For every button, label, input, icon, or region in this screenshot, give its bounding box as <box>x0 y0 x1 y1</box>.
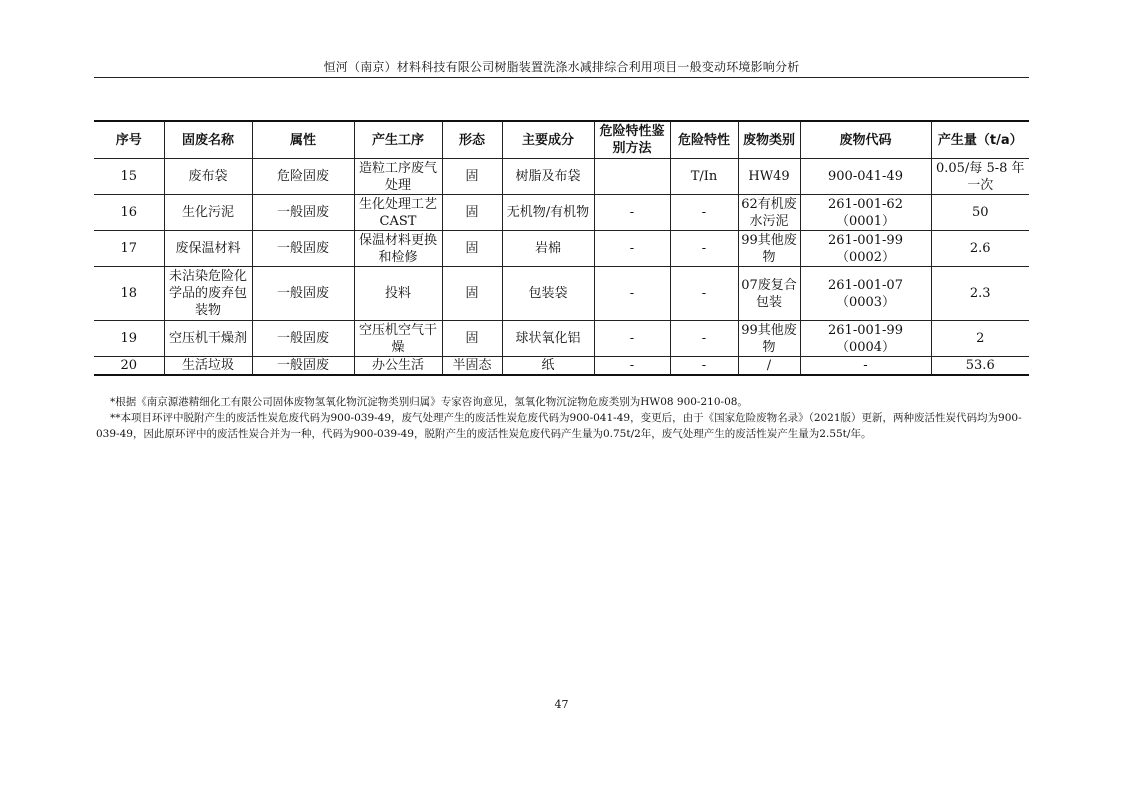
cell-category: 99其他废物 <box>738 321 800 357</box>
table-row <box>94 357 1029 376</box>
cell-amount: 0.05/每 5-8 年一次 <box>931 159 1029 195</box>
table-row <box>94 159 1029 195</box>
cell-category: / <box>738 357 800 376</box>
cell-amount: 2 <box>931 321 1029 357</box>
table-row <box>94 267 1029 321</box>
cell-hazard: T/In <box>670 159 738 195</box>
column-header-no: 序号 <box>94 121 164 159</box>
cell-name: 废布袋 <box>164 159 252 195</box>
cell-component: 包装袋 <box>502 267 594 321</box>
cell-component: 球状氧化铝 <box>502 321 594 357</box>
cell-component: 无机物/有机物 <box>502 195 594 231</box>
cell-attribute: 一般固废 <box>252 357 354 376</box>
cell-form: 固 <box>442 267 502 321</box>
cell-category: 62有机废水污泥 <box>738 195 800 231</box>
column-header-method: 危险特性鉴别方法 <box>594 121 670 159</box>
cell-attribute: 一般固废 <box>252 321 354 357</box>
cell-component: 纸 <box>502 357 594 376</box>
footnote-2: **本项目环评中脱附产生的废活性炭危废代码为900-039-49，废气处理产生的废活性炭危废代码为900-041-49，变更后，由于《国家危险废物名录》（2021版）更新，两种废活性炭代码均为900-039-49，因此原环评中的废活性炭合并为一种，代码为900-039-49，脱附产生的废活性炭危废代码产生量为0.75t/2年，废气处理产生的废活性炭产生量为2.55t/年。 <box>96 412 1022 440</box>
cell-process: 投料 <box>354 267 442 321</box>
column-header-category: 废物类别 <box>738 121 800 159</box>
cell-amount: 2.6 <box>931 231 1029 267</box>
cell-code: 900-041-49 <box>800 159 931 195</box>
cell-method: - <box>594 195 670 231</box>
page-number: 47 <box>554 698 569 711</box>
cell-name: 未沾染危险化学品的废弃包装物 <box>164 267 252 321</box>
cell-hazard: - <box>670 357 738 376</box>
cell-hazard: - <box>670 267 738 321</box>
cell-form: 固 <box>442 159 502 195</box>
cell-name: 空压机干燥剂 <box>164 321 252 357</box>
column-header-hazard: 危险特性 <box>670 121 738 159</box>
cell-name: 生活垃圾 <box>164 357 252 376</box>
cell-no: 19 <box>94 321 164 357</box>
cell-process: 保温材料更换和检修 <box>354 231 442 267</box>
cell-method: - <box>594 321 670 357</box>
cell-attribute: 一般固废 <box>252 267 354 321</box>
cell-code: 261-001-99（0004） <box>800 321 931 357</box>
cell-attribute: 一般固废 <box>252 195 354 231</box>
footnote-1: *根据《南京源港精细化工有限公司固体废物氢氧化物沉淀物类别归属》专家咨询意见，氢氧化物沉淀物危废类别为HW08 900-210-08。 <box>110 396 748 408</box>
cell-code: 261-001-07（0003） <box>800 267 931 321</box>
cell-attribute: 一般固废 <box>252 231 354 267</box>
cell-form: 固 <box>442 321 502 357</box>
cell-no: 16 <box>94 195 164 231</box>
column-header-name: 固废名称 <box>164 121 252 159</box>
cell-hazard: - <box>670 321 738 357</box>
cell-hazard: - <box>670 231 738 267</box>
cell-code: - <box>800 357 931 376</box>
cell-hazard: - <box>670 195 738 231</box>
table-row <box>94 195 1029 231</box>
cell-code: 261-001-62（0001） <box>800 195 931 231</box>
header-divider <box>94 77 1029 78</box>
cell-method: - <box>594 267 670 321</box>
column-header-amount: 产生量（t/a） <box>931 121 1029 159</box>
cell-method: - <box>594 231 670 267</box>
cell-form: 固 <box>442 231 502 267</box>
cell-no: 18 <box>94 267 164 321</box>
cell-process: 造粒工序废气处理 <box>354 159 442 195</box>
cell-process: 空压机空气干燥 <box>354 321 442 357</box>
cell-name: 生化污泥 <box>164 195 252 231</box>
cell-name: 废保温材料 <box>164 231 252 267</box>
column-header-process: 产生工序 <box>354 121 442 159</box>
cell-form: 固 <box>442 195 502 231</box>
table-header-row <box>94 121 1029 159</box>
column-header-component: 主要成分 <box>502 121 594 159</box>
cell-method <box>594 159 670 195</box>
cell-method: - <box>594 357 670 376</box>
cell-no: 15 <box>94 159 164 195</box>
cell-amount: 2.3 <box>931 267 1029 321</box>
cell-category: HW49 <box>738 159 800 195</box>
table-row <box>94 231 1029 267</box>
cell-amount: 50 <box>931 195 1029 231</box>
cell-code: 261-001-99（0002） <box>800 231 931 267</box>
cell-no: 20 <box>94 357 164 376</box>
cell-attribute: 危险固废 <box>252 159 354 195</box>
column-header-attribute: 属性 <box>252 121 354 159</box>
column-header-code: 废物代码 <box>800 121 931 159</box>
cell-amount: 53.6 <box>931 357 1029 376</box>
cell-component: 树脂及布袋 <box>502 159 594 195</box>
cell-component: 岩棉 <box>502 231 594 267</box>
cell-category: 99其他废物 <box>738 231 800 267</box>
table-row <box>94 321 1029 357</box>
document-header-title: 恒河（南京）材料科技有限公司树脂装置洗涤水减排综合利用项目一般变动环境影响分析 <box>323 60 800 74</box>
column-header-form: 形态 <box>442 121 502 159</box>
cell-no: 17 <box>94 231 164 267</box>
cell-process: 办公生活 <box>354 357 442 376</box>
cell-process: 生化处理工艺CAST <box>354 195 442 231</box>
solid-waste-table <box>94 120 1029 376</box>
table-footnotes <box>96 394 1030 442</box>
cell-form: 半固态 <box>442 357 502 376</box>
cell-category: 07废复合包装 <box>738 267 800 321</box>
